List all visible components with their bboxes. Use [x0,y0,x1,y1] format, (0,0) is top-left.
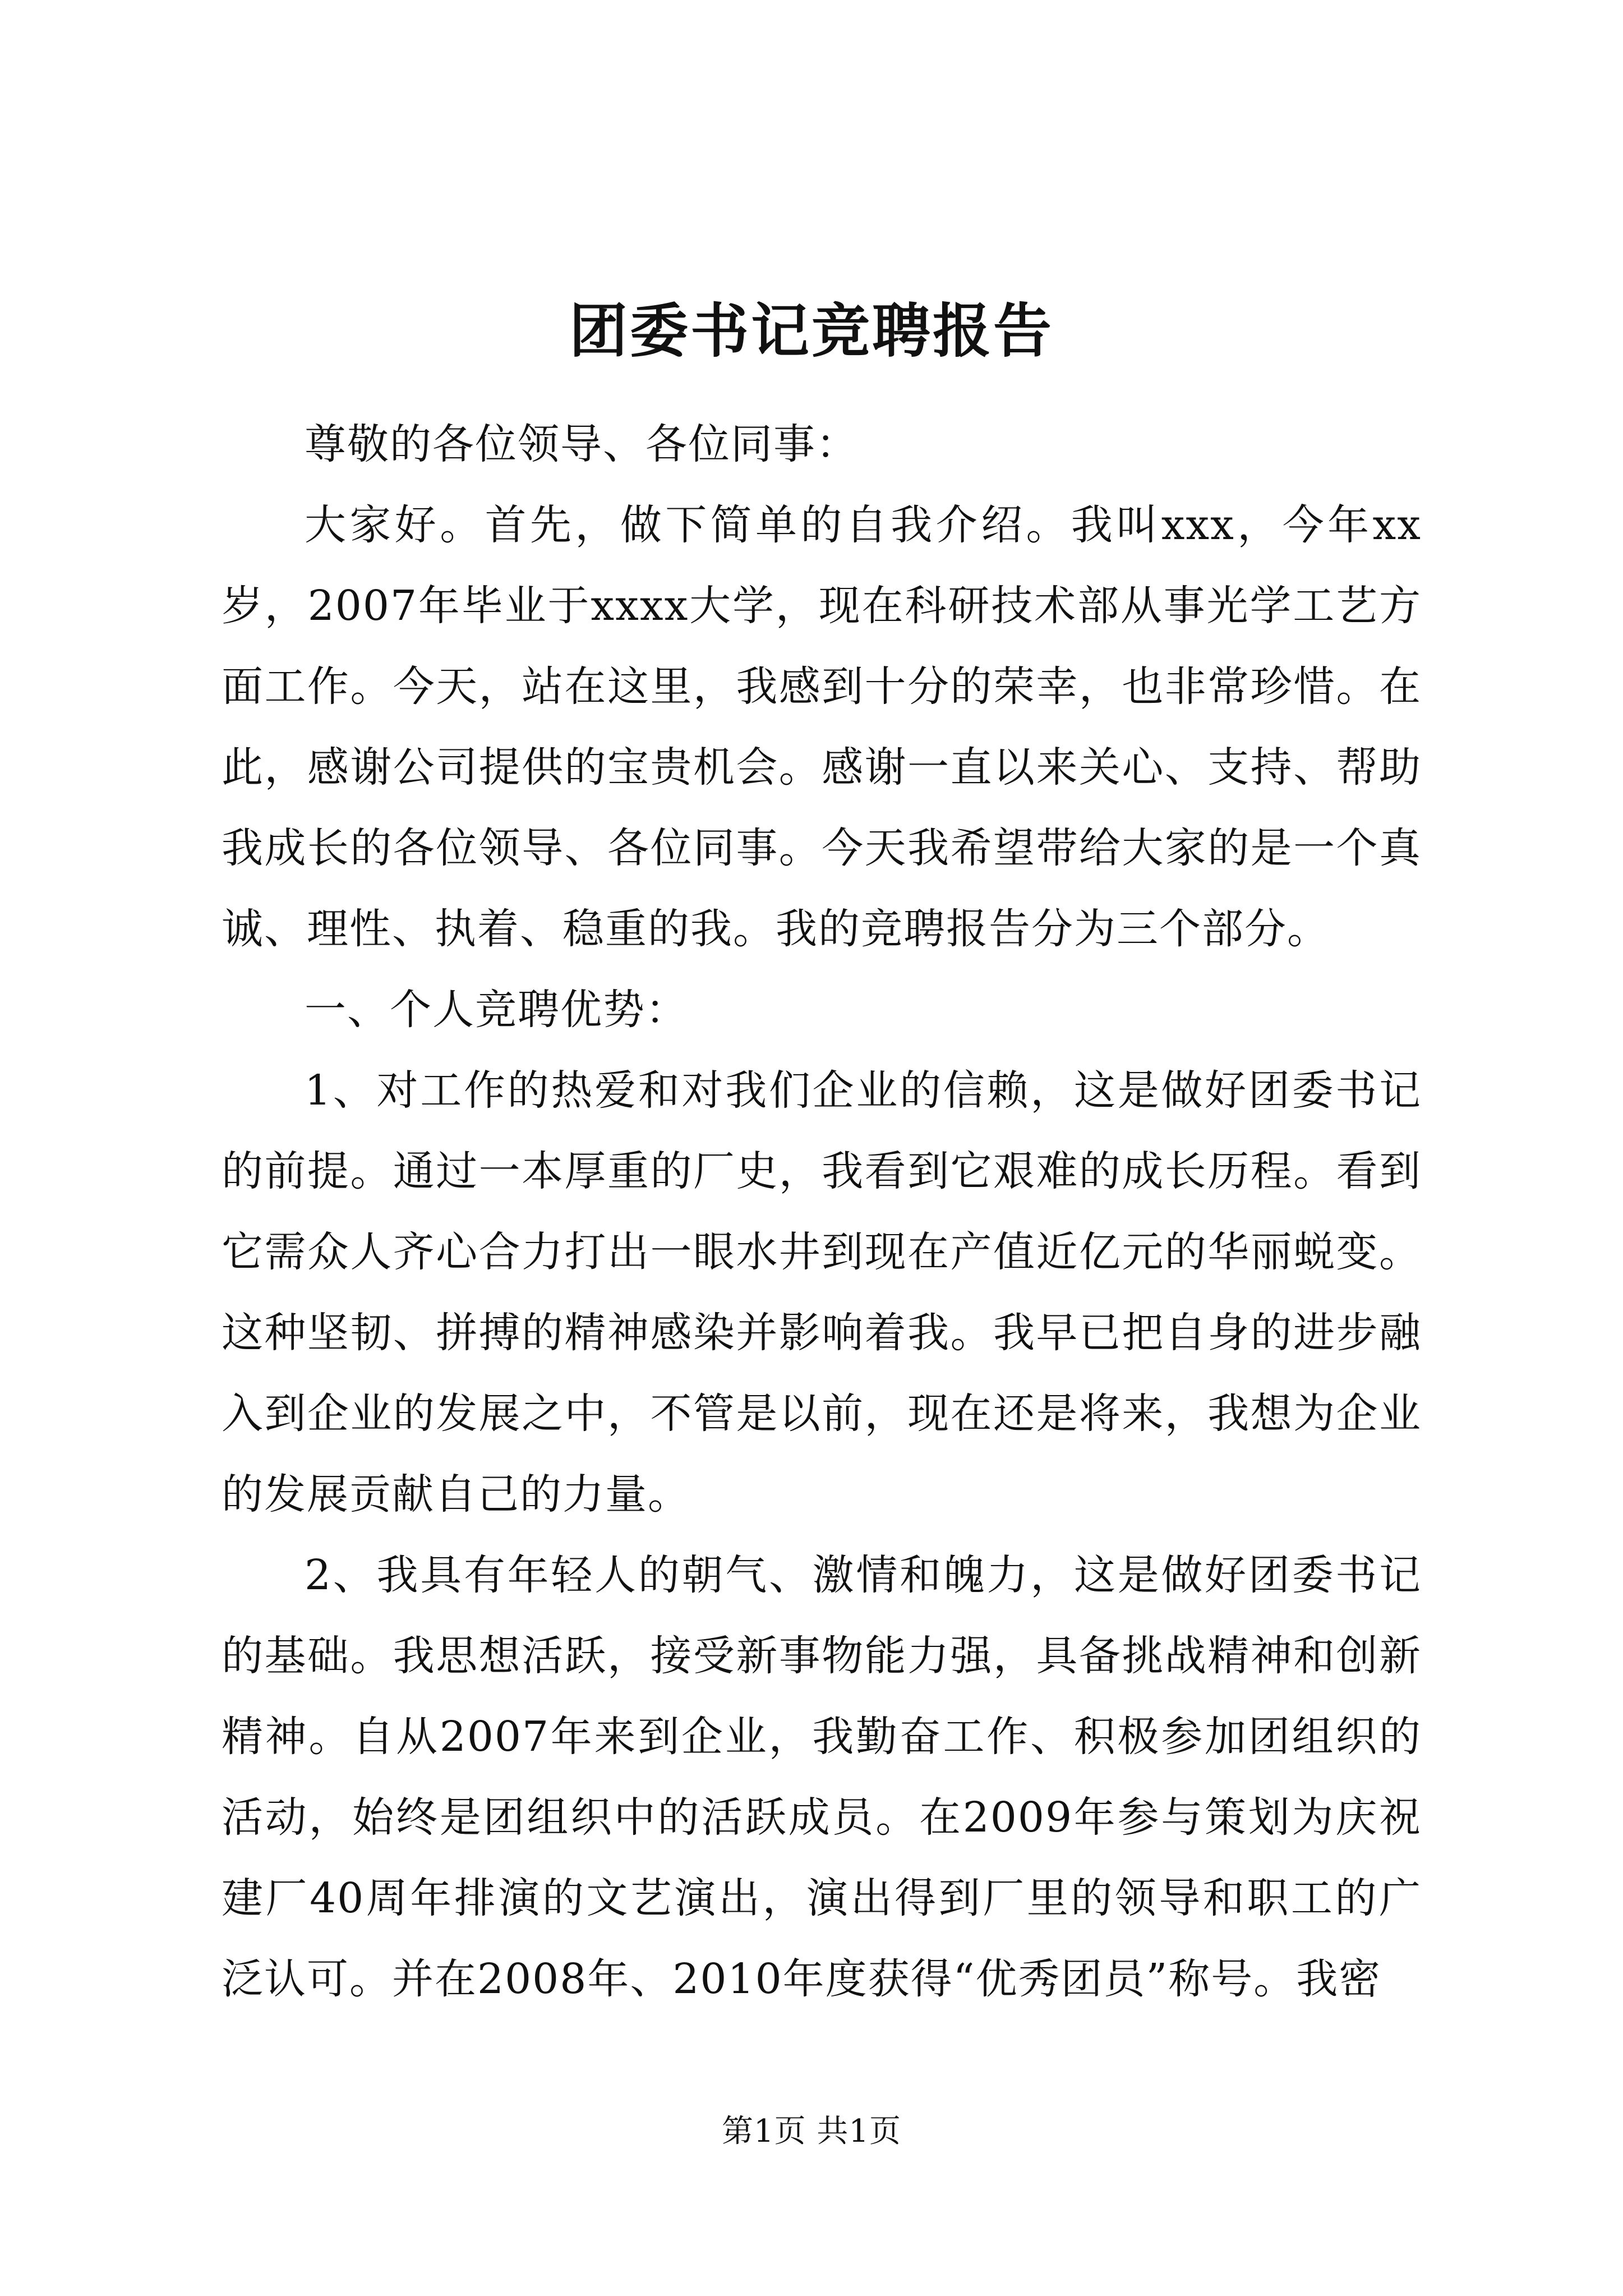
document-body [222,404,1422,2019]
page-footer: 第1页 共1页 [721,2113,902,2150]
section-heading: 一、个人竞聘优势： [305,986,688,1034]
introduction-paragraph: 大家好。首先，做下简单的自我介绍。我叫xxx，今年xx岁，2007年毕业于xxxx大学，现在科研技术部从事光学工艺方面工作。今天，站在这里，我感到十分的荣幸，也非常珍惜。在此，感谢公司提供的宝贵机会。感谢一直以来关心、支持、帮助我成长的各位领导、各位同事。今天我希望带给大家的是一个真诚、理性、执着、稳重的我。我的竞聘报告分为三个部分。 [222,501,1422,953]
advantage-paragraph-1: 1、对工作的热爱和对我们企业的信赖，这是做好团委书记的前提。通过一本厚重的厂史，我看到它艰难的成长历程。看到它需众人齐心合力打出一眼水井到现在产值近亿元的华丽蜕变。这种坚韧、拼搏的精神感染并影响着我。我早已把自身的进步融入到企业的发展之中，不管是以前，现在还是将来，我想为企业的发展贡献自己的力量。 [222,1066,1422,1519]
salutation-paragraph: 尊敬的各位领导、各位同事： [305,420,859,468]
advantage-paragraph-2: 2、我具有年轻人的朝气、激情和魄力，这是做好团委书记的基础。我思想活跃，接受新事物能力强，具备挑战精神和创新精神。自从2007年来到企业，我勤奋工作、积极参加团组织的活动，始终是团组织中的活跃成员。在2009年参与策划为庆祝建厂40周年排演的文艺演出，演出得到厂里的领导和职工的广泛认可。并在2008年、2010年度获得“优秀团员”称号。我密 [222,1551,1422,2003]
document-title: 团委书记竞聘报告 [569,296,1054,365]
